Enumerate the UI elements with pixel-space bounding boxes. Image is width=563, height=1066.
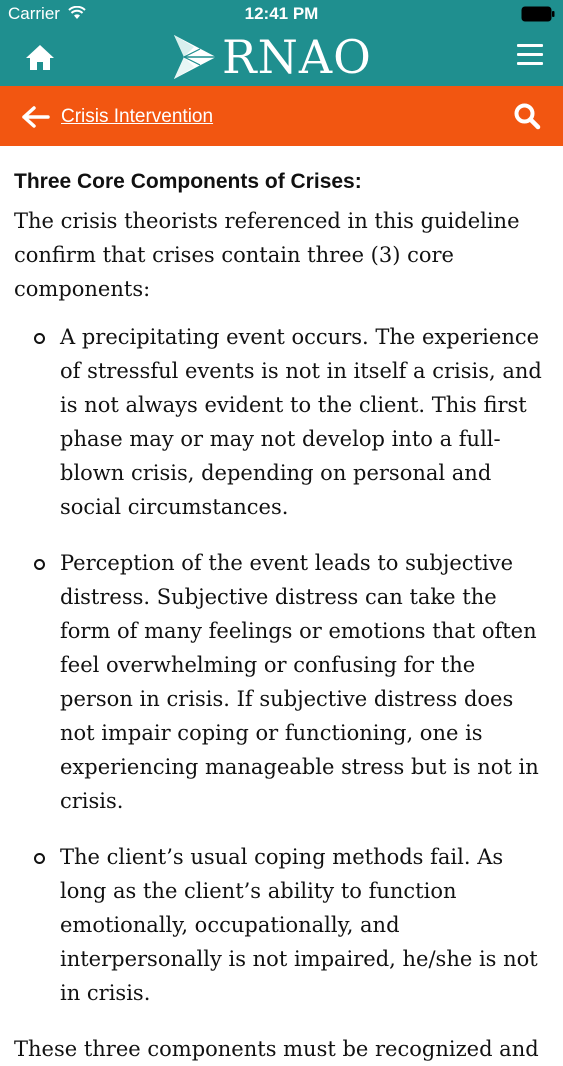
closing-paragraph: These three components must be recognized and bbox=[14, 1037, 539, 1061]
back-arrow-icon[interactable] bbox=[22, 106, 50, 128]
logo-text: RNAO bbox=[222, 30, 372, 84]
menu-icon[interactable] bbox=[517, 44, 543, 66]
intro-paragraph: The crisis theorists referenced in this guideline confirm that crises contain three (3) core components: bbox=[14, 209, 520, 301]
nav-bar bbox=[0, 28, 563, 86]
bullet-icon bbox=[34, 333, 45, 344]
component-list bbox=[14, 320, 549, 1010]
list-item bbox=[14, 320, 549, 524]
section-bar bbox=[0, 86, 563, 146]
status-time: 12:41 PM bbox=[244, 4, 319, 23]
list-item-text: Perception of the event leads to subjective distress. Subjective distress can take the form of many feelings or emotions that often feel overwhelming or confusing for the person in crisis. If subjective distress does not impair coping or functioning, one is experiencing manageable stress but is not in crisis. bbox=[60, 551, 539, 813]
list-item-text: A precipitating event occurs. The experience of stressful events is not in itself a crisis, and is not always evident to the client. This first phase may or may not develop into a full-blown crisis, depending on personal and social circumstances. bbox=[60, 325, 542, 519]
app-header bbox=[0, 0, 563, 86]
list-item bbox=[14, 840, 549, 1010]
rnao-logo bbox=[170, 28, 400, 86]
status-bar bbox=[0, 0, 563, 28]
home-icon[interactable] bbox=[24, 42, 56, 72]
breadcrumb-link[interactable]: Crisis Intervention bbox=[61, 106, 214, 127]
logo-mark-icon bbox=[170, 33, 220, 81]
battery-icon bbox=[521, 6, 555, 22]
list-item bbox=[14, 546, 549, 818]
section-heading: Three Core Components of Crises: bbox=[14, 170, 362, 193]
carrier-label: Carrier bbox=[8, 4, 60, 23]
article-content bbox=[14, 146, 549, 1066]
bullet-icon bbox=[34, 853, 45, 864]
bullet-icon bbox=[34, 559, 45, 570]
list-item-text: The client’s usual coping methods fail. As long as the client’s ability to function emotionally, occupationally, and interpersonally is not impaired, he/she is not in crisis. bbox=[60, 845, 538, 1005]
search-icon[interactable] bbox=[513, 102, 541, 130]
